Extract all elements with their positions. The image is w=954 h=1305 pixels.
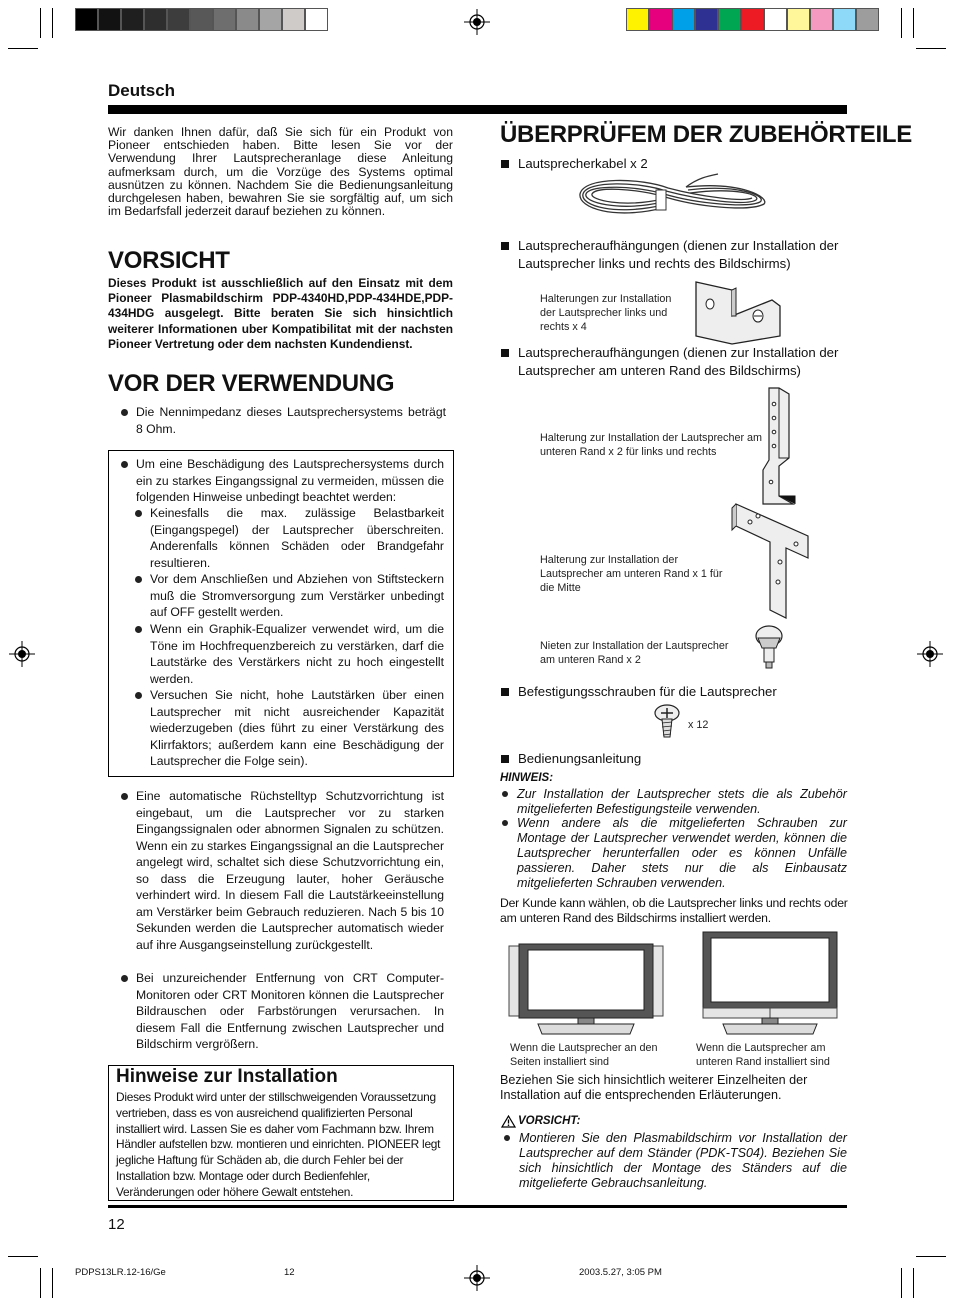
header-rule (108, 105, 847, 114)
bullet-icon (121, 793, 128, 800)
center-bracket-illustration (728, 502, 814, 622)
rivet-icon (754, 624, 784, 670)
list-item: Bedienungsanleitung (518, 750, 641, 768)
bullet-icon (121, 975, 128, 982)
installation-heading: Hinweise zur Installation (116, 1066, 338, 1087)
list-item: Bei unzureichender Entfernung von CRT Computer-Monitoren oder CRT Monitoren können die Lautsprecher Bildrauschen oder Farbstörungen verursachen. In diesem Fall die Entfernung zwischen Lautsprecher und Bildschirm vergrößern. (136, 970, 444, 1053)
crop-mark (901, 8, 902, 38)
footer-page: 12 (284, 1267, 295, 1278)
list-item: Befestigungsschrauben für die Lautsprecher (518, 683, 777, 701)
color-swatch (626, 8, 649, 31)
footer-date: 2003.5.27, 3:05 PM (579, 1267, 662, 1278)
list-item: Lautsprecheraufhängungen (dienen zur Installation der Lautsprecher am unteren Rand des Bildschirms) (518, 344, 848, 380)
list-item: Zur Installation der Lautsprecher stets die als Zubehör mitgelieferten Befestigungsteile verwenden. (517, 787, 847, 817)
list-item: Lautsprecherkabel x 2 (518, 155, 648, 173)
crop-mark (8, 1256, 38, 1257)
list-item: Die Nennimpedanz dieses Lautsprechersystems beträgt 8 Ohm. (136, 404, 446, 437)
color-swatch (649, 8, 672, 31)
screw-count: x 12 (688, 719, 709, 731)
bullet-icon (135, 576, 142, 583)
color-swatch (190, 8, 213, 31)
color-swatch (236, 8, 259, 31)
list-item: Keinesfalls die max. zulässige Belastbarkeit (Eingangspegel) der Lautsprecher überschreiten. Anderenfalls können Schäden oder Brandgefahr resultieren. (150, 505, 444, 571)
list-item: Montieren Sie den Plasmabildschirm vor Installation der Lautsprecher auf dem Ständer (PDK-TS04). Beziehen Sie sich hinsichtlich der Montage des Ständers auf die mitgelieferte Gebrauchsanleitung. (519, 1131, 847, 1191)
bullet-icon (121, 409, 128, 416)
bullet-icon (501, 349, 509, 357)
list-item: Wenn andere als die mitgelieferten Schrauben zur Montage der Lautsprecher verwendet werden, können die Lautsprecher herunterfallen oder es können Unfälle passieren. Daher stets nur die als Einbausatz mitgelieferten Schrauben verwenden. (517, 816, 847, 891)
color-swatch (213, 8, 236, 31)
color-swatch (718, 8, 741, 31)
caption: Wenn die Lautsprecher an den Seiten installiert sind (510, 1042, 658, 1068)
bullet-icon (501, 688, 509, 696)
gray-color-bar (75, 8, 328, 31)
crop-mark (8, 48, 38, 49)
registration-mark-icon (917, 641, 943, 667)
caption: Wenn die Lautsprecher am unteren Rand installiert sind (696, 1042, 830, 1068)
bullet-icon (502, 791, 508, 797)
list-item: Eine automatische Rüchstelltyp Schutzvorrichtung ist eingebaut, um die Lautsprecher vor zu starken Eingangssignalen oder abnormen Signalen zu schützen. Wenn ein zu starkes Eingangssignal an die Lautsprecher angelegt wird, schaltet sich diese Schutzvorrichtung ein, so dass die Erzeugung lauter, hoher Geräusche verhindert wird. In diesem Fall die Lautstärkeeinstellung am Verstärker beim Gebrauch reduzieren. Nach 5 bis 10 Sekunden werden die Lautsprecher automatisch wieder auf ihre Ausgangseinstellung zurückgestellt. (136, 788, 444, 953)
intro-text: Wir danken Ihnen dafür, daß Sie sich für ein Produkt von Pioneer entschieden haben. Bitte lesen Sie vor der Verwendung Ihrer Lautsprecheranlage diese Anleitung aufmerksam durch, um die Vorzüge des Systems optimal ausnützen zu können. Nachdem Sie die Bedienungsanleitung durchgelesen haben, bewahren Sie sie sorgfältig auf, um sich im Bedarfsfall jederzeit darauf beziehen zu können. (108, 125, 453, 219)
list-item: Versuchen Sie nicht, hohe Lautstärken über einen Lautsprecher mit nicht ausreichender Kapazität wiederzugeben (dies führt zu einer Verstärkung des Klirrfaktors; außerdem kann eine Beschädigung der Lautsprecher die Folge sein). (150, 687, 444, 770)
hinweis-heading: HINWEIS: (500, 772, 554, 784)
zubehoer-heading: ÜBERPRÜFEM DER ZUBEHÖRTEILE (500, 121, 912, 148)
color-swatch (282, 8, 305, 31)
color-swatch (259, 8, 282, 31)
bullet-icon (135, 626, 142, 633)
color-swatch (121, 8, 144, 31)
side-bracket-illustration (692, 276, 784, 346)
speaker-cable-illustration (578, 172, 768, 228)
vorsicht-heading: VORSICHT (108, 247, 230, 274)
list-item: Vor dem Anschließen und Abziehen von Stiftsteckern muß die Stromversorgung zum Verstärker unbedingt auf OFF gestellt werden. (150, 571, 444, 621)
crop-mark (916, 48, 946, 49)
list-item: Lautsprecheraufhängungen (dienen zur Installation der Lautsprecher links und rechts des Bildschirms) (518, 237, 848, 273)
page-number: 12 (108, 1216, 125, 1233)
color-swatch (787, 8, 810, 31)
footer-rule (108, 1205, 847, 1208)
crop-mark (913, 8, 914, 38)
caption: Halterungen zur Installation der Lautsprecher links und rechts x 4 (540, 293, 672, 333)
color-swatch (75, 8, 98, 31)
vor-der-verwendung-heading: VOR DER VERWENDUNG (108, 370, 395, 397)
bullet-icon (501, 160, 509, 168)
registration-mark-icon (464, 9, 490, 35)
screw-icon (653, 703, 681, 739)
color-swatch (741, 8, 764, 31)
vorsicht-text: Dieses Produkt ist ausschließlich auf den Einsatz mit dem Pioneer Plasmabildschirm PDP-4340HD,PDP-434HDE,PDP-434HDG ausgelegt. Bitte beraten Sie sich hinsichtlich weiterer Informationen uber Kompatibilitat mit der nachsten Pioneer Vertretung oder dem nachsten Kundendienst. (108, 276, 453, 351)
crop-mark (52, 1268, 53, 1298)
vorsicht2-heading: VORSICHT: (518, 1115, 581, 1127)
tv-bottom-speakers-illustration (701, 930, 839, 1040)
color-swatch (167, 8, 190, 31)
bottom-bracket-illustration (755, 386, 797, 506)
crop-mark (916, 1256, 946, 1257)
crop-mark (40, 8, 41, 38)
caption: Halterung zur Installation der Lautsprecher am unteren Rand x 1 für die Mitte (540, 554, 723, 594)
warning-triangle-icon (501, 1115, 516, 1128)
bullet-icon (121, 461, 128, 468)
crop-mark (913, 1268, 914, 1298)
bullet-icon (135, 510, 142, 517)
color-swatch (672, 8, 695, 31)
color-swatch (144, 8, 167, 31)
color-swatch (695, 8, 718, 31)
caption: Halterung zur Installation der Lautsprecher am unteren Rand x 2 für links und rechts (540, 432, 763, 458)
tv-side-speakers-illustration (508, 942, 664, 1040)
bullet-icon (135, 692, 142, 699)
color-swatch (764, 8, 787, 31)
color-swatch (98, 8, 121, 31)
color-swatch (833, 8, 856, 31)
list-item: Wenn ein Graphik-Equalizer verwendet wird, um die Töne im Hochfrequenzbereich zu verstärken, darf die Lautstärke des Verstärkers nicht zu hoch eingestellt werden. (150, 621, 444, 687)
bullet-icon (504, 1135, 510, 1141)
crop-mark (40, 1268, 41, 1298)
bullet-icon (502, 820, 508, 826)
choice-text: Der Kunde kann wählen, ob die Lautsprecher links und rechts oder am unteren Rand des Bildschirms installiert werden. (500, 896, 848, 925)
color-swatch (810, 8, 833, 31)
caption: Nieten zur Installation der Lautsprecher am unteren Rand x 2 (540, 640, 729, 666)
color-swatch (305, 8, 328, 31)
bullet-icon (501, 242, 509, 250)
color-bar (626, 8, 879, 31)
crop-mark (52, 8, 53, 38)
bullet-icon (501, 755, 509, 763)
color-swatch (856, 8, 879, 31)
language-label: Deutsch (108, 81, 176, 100)
registration-mark-icon (464, 1265, 490, 1291)
refer-text: Beziehen Sie sich hinsichtlich weiterer Einzelheiten der Installation auf die entsprechenden Erläuterungen. (500, 1073, 808, 1102)
footer-file: PDPS13LR.12-16/Ge (75, 1267, 166, 1278)
installation-text: Dieses Produkt wird unter der stillschweigenden Voraussetzung vertrieben, dass es von ausreichend qualifizierten Personal installiert wird. Lassen Sie es daher vom Fachmann bzw. Ihrem Händler aufstellen bzw. montieren und einrichten. PIONEER legt jegliche Haftung für Schäden ab, die durch Fehler bei der Installation bzw. Montage oder durch Bedienfehler, Veränderungen oder höhere Gewalt entstehen. (116, 1090, 441, 1199)
list-item: Um eine Beschädigung des Lautsprechersystems durch ein zu starkes Eingangssignal zu vermeiden, müssen die folgenden Hinweise unbedingt beachtet werden: (136, 456, 444, 506)
registration-mark-icon (9, 641, 35, 667)
crop-mark (901, 1268, 902, 1298)
